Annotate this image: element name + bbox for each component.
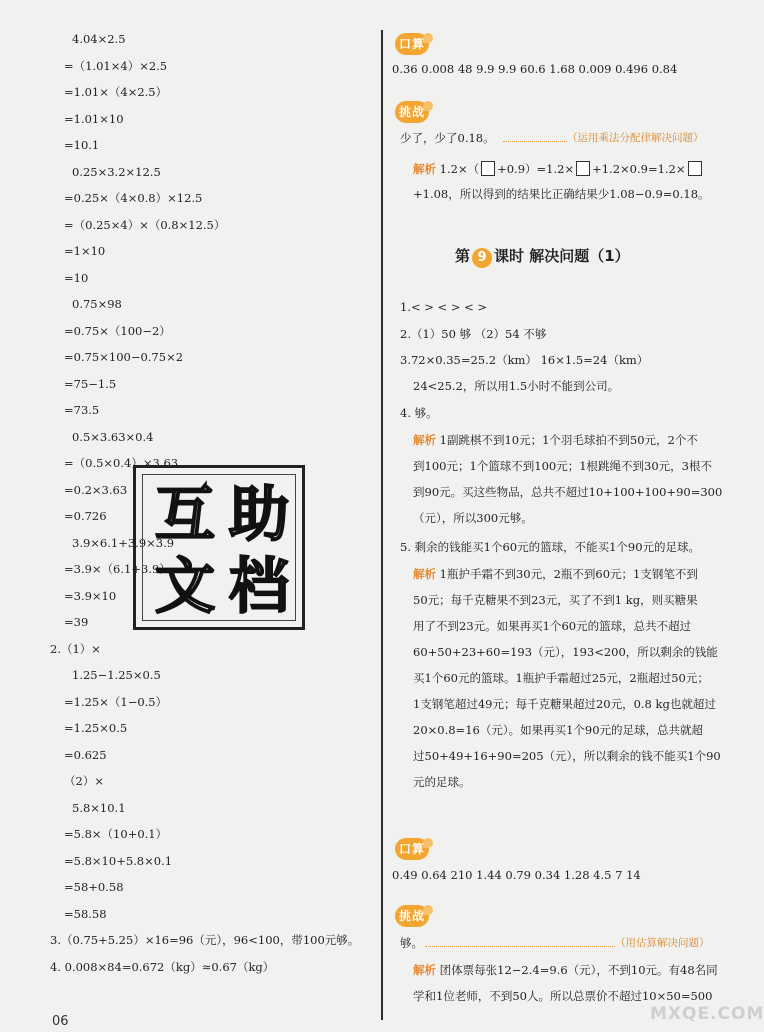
calc-line: 0.5×3.63×0.4 xyxy=(72,429,154,444)
calc-line: =0.2×3.63 xyxy=(64,482,128,497)
explanation-line: 解析 1副跳棋不到10元；1个羽毛球拍不到50元，2个不 xyxy=(413,433,698,447)
lesson-title: 第 9 课时 解决问题（1） xyxy=(455,245,630,268)
site-watermark: MXQE.COM xyxy=(650,1004,764,1024)
calc-line: 3.9×6.1+3.9×3.9 xyxy=(72,535,175,550)
kousuan-badge-2 xyxy=(395,838,435,860)
calc-line: =1.25×（1−0.5） xyxy=(64,694,168,709)
answer-line: 3.72×0.35=25.2（km） 16×1.5=24（km） xyxy=(400,353,649,367)
calc-line: =0.75×（100−2） xyxy=(64,323,171,338)
calc-line: 4.04×2.5 xyxy=(72,32,126,46)
calc-line: =3.9×10 xyxy=(64,588,117,603)
blank-box xyxy=(576,161,590,176)
answer-line: 4. 够。 xyxy=(400,406,438,420)
blank-box xyxy=(688,161,702,176)
tiaozhan-explanation-1-cont: +1.08，所以得到的结果比正确结果少1.08−0.9=0.18。 xyxy=(413,187,710,201)
method-hint-1: （运用乘法分配律解决问题） xyxy=(567,132,704,144)
tiaozhan-badge-1 xyxy=(395,101,435,123)
explanation-line: （元），所以300元够。 xyxy=(413,511,533,525)
calc-line: 2.（1）× xyxy=(50,641,101,656)
calc-line: =（0.25×4）×（0.8×12.5） xyxy=(64,217,226,232)
explanation-line: 20×0.8=16（元）。如果再买1个90元的足球，总共就超 xyxy=(413,723,704,737)
calc-line: =10.1 xyxy=(64,138,100,152)
tiaozhan-answer-1: 少了，少了0.18。 xyxy=(400,131,495,145)
tiaozhan-explanation-1: 解析 1.2×（ +0.9）=1.2× +1.2×0.9=1.2× xyxy=(413,161,704,177)
explanation-line: 解析 团体票每张12−2.4=9.6（元），不到10元。有48名同 xyxy=(413,963,718,977)
explanation-line: 元的足球。 xyxy=(413,775,471,789)
method-hint-2: （用估算解决问题） xyxy=(615,937,710,949)
jiexi-label: 解析 xyxy=(413,162,436,176)
jiexi-label: 解析 xyxy=(413,963,436,977)
jiexi-label: 解析 xyxy=(413,433,436,447)
answer-line: 2.（1）50 够 （2）54 不够 xyxy=(400,327,547,341)
tiaozhan-badge-2 xyxy=(395,905,435,927)
explanation-line: 解析 1瓶护手霜不到30元，2瓶不到60元；1支钢笔不到 xyxy=(413,567,698,581)
stamp-char: 助 xyxy=(229,480,289,550)
calc-line: =（0.5×0.4）×3.63 xyxy=(64,456,179,470)
stamp-char: 互 xyxy=(155,480,215,550)
calc-line: 3.（0.75+5.25）×16=96（元），96<100，带100元够。 xyxy=(50,933,360,947)
page-number: 06 xyxy=(52,1014,69,1029)
calc-line: =5.8×（10+0.1） xyxy=(64,827,168,841)
calc-line: =1.01×10 xyxy=(64,111,124,126)
explanation-line: 1支钢笔超过49元；每千克糖果超过20元，0.8 kg也就超过 xyxy=(413,697,716,711)
jiexi-label: 解析 xyxy=(413,567,436,581)
column-divider xyxy=(381,30,383,1020)
calc-line: =（1.01×4）×2.5 xyxy=(64,58,168,73)
tiaozhan-label: 挑战 xyxy=(399,105,426,119)
dotted-leader xyxy=(503,141,567,142)
calc-line: =1×10 xyxy=(64,244,106,258)
calc-line: =5.8×10+5.8×0.1 xyxy=(64,853,173,868)
explanation-line: 到90元。买这些物品，总共不超过10+100+100+90=300 xyxy=(413,485,723,499)
calc-line: =0.25×（4×0.8）×12.5 xyxy=(64,191,203,205)
kousuan-badge-2-label: 口算 xyxy=(399,842,426,856)
stamp-char: 文 xyxy=(155,552,215,622)
explanation-line: 50元；每千克糖果不到23元，买了不到1 kg，则买糖果 xyxy=(413,593,698,607)
calc-line: =1.01×（4×2.5） xyxy=(64,85,168,99)
kousuan-answers-2: 0.49 0.64 210 1.44 0.79 0.34 1.28 4.5 7 14 xyxy=(392,868,641,882)
tiaozhan-answer-2: 够。 xyxy=(400,936,423,950)
kousuan-label: 口算 xyxy=(399,37,426,51)
calc-line: =0.75×100−0.75×2 xyxy=(64,350,184,364)
calc-line: （2）× xyxy=(64,774,104,788)
tiaozhan-badge-2-label: 挑战 xyxy=(399,909,426,923)
dotted-leader xyxy=(425,946,615,947)
answer-line: 24<25.2，所以用1.5小时不能到公司。 xyxy=(413,379,620,393)
blank-box xyxy=(481,161,495,176)
explanation-line: 学和1位老师，不到50人。所以总票价不超过10×50=500 xyxy=(413,989,713,1003)
calc-line: =73.5 xyxy=(64,403,100,417)
right-column xyxy=(392,0,735,1032)
calc-line: 1.25−1.25×0.5 xyxy=(72,668,161,682)
answer-line: 1.< > < > < > xyxy=(400,300,488,314)
lesson-number-badge: 9 xyxy=(472,248,492,268)
calc-line: =3.9×（6.1+3.9） xyxy=(64,562,171,576)
calc-line: 4. 0.008×84=0.672（kg）≈0.67（kg） xyxy=(50,959,275,974)
answer-line: 5. 剩余的钱能买1个60元的篮球，不能买1个90元的足球。 xyxy=(400,540,701,554)
calc-line: =39 xyxy=(64,615,89,629)
stamp-char: 档 xyxy=(229,552,289,622)
explanation-line: 买1个60元的篮球。1瓶护手霜超过25元，2瓶超过50元； xyxy=(413,671,709,685)
calc-line: =58+0.58 xyxy=(64,880,124,894)
kousuan-badge-1 xyxy=(395,33,435,55)
watermark-stamp xyxy=(133,465,305,630)
calc-line: =0.726 xyxy=(64,509,107,523)
calc-line: =10 xyxy=(64,270,89,285)
explanation-line: 到100元；1个篮球不到100元；1根跳绳不到30元，3根不 xyxy=(413,459,712,473)
explanation-line: 过50+49+16+90=205（元），所以剩余的钱不能买1个90 xyxy=(413,749,721,763)
calc-line: =0.625 xyxy=(64,747,107,762)
kousuan-answers-1: 0.36 0.008 48 9.9 9.9 60.6 1.68 0.009 0.496 0.84 xyxy=(392,62,678,76)
calc-line: =58.58 xyxy=(64,906,107,921)
calc-line: =75−1.5 xyxy=(64,376,117,391)
explanation-line: 60+50+23+60=193（元），193<200，所以剩余的钱能 xyxy=(413,645,718,659)
calc-line: 0.25×3.2×12.5 xyxy=(72,164,161,179)
calc-line: 0.75×98 xyxy=(72,297,122,311)
explanation-line: 用了不到23元。如果再买1个60元的篮球，总共不超过 xyxy=(413,619,692,633)
calc-line: 5.8×10.1 xyxy=(72,800,126,815)
calc-line: =1.25×0.5 xyxy=(64,721,128,735)
